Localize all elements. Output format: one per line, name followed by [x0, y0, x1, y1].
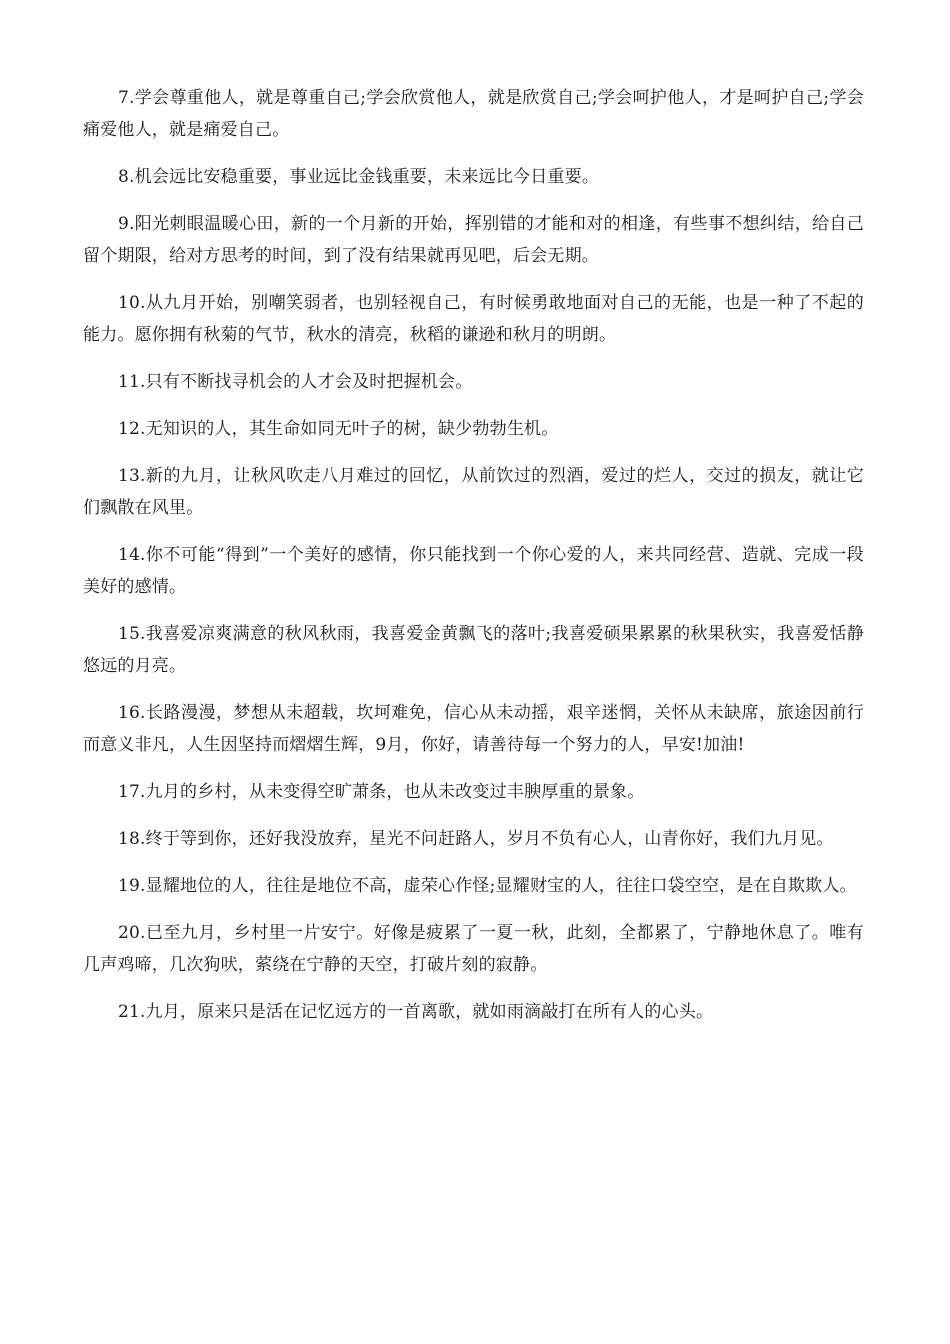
- paragraph-17: 17.九月的乡村，从未变得空旷萧条，也从未改变过丰腴厚重的景象。: [118, 782, 645, 802]
- paragraph-13: 13.新的九月，让秋风吹走八月难过的回忆，从前饮过的烈酒，爱过的烂人，交过的损友，就让它们飘散在风里。: [83, 466, 864, 518]
- paragraph-12: 12.无知识的人，其生命如同无叶子的树，缺少勃勃生机。: [118, 419, 559, 439]
- paragraph-21: 21.九月，原来只是活在记忆远方的一首离歌，就如雨滴敲打在所有人的心头。: [118, 1002, 714, 1022]
- paragraph-8: 8.机会远比安稳重要，事业远比金钱重要，未来远比今日重要。: [118, 167, 600, 187]
- paragraph-10: 10.从九月开始，别嘲笑弱者，也别轻视自己，有时候勇敢地面对自己的无能，也是一种了不起的能力。愿你拥有秋菊的气节，秋水的清亮，秋稻的谦逊和秋月的明朗。: [83, 293, 864, 345]
- paragraph-14: 14.你不可能“得到”一个美好的感情，你只能找到一个你心爱的人，来共同经营、造就、完成一段美好的感情。: [83, 545, 864, 597]
- paragraph-20: 20.已至九月，乡村里一片安宁。好像是疲累了一夏一秋，此刻，全都累了，宁静地休息了。唯有几声鸡啼，几次狗吠，萦绕在宁静的天空，打破片刻的寂静。: [83, 923, 864, 975]
- paragraph-19: 19.显耀地位的人，往往是地位不高，虚荣心作怪;显耀财宝的人，往往口袋空空，是在自欺欺人。: [118, 876, 857, 896]
- paragraph-18: 18.终于等到你，还好我没放弃，星光不问赶路人，岁月不负有心人，山青你好，我们九月见。: [118, 829, 834, 849]
- paragraph-7: 7.学会尊重他人，就是尊重自己;学会欣赏他人，就是欣赏自己;学会呵护他人，才是呵护自己;学会痛爱他人，就是痛爱自己。: [83, 88, 864, 140]
- paragraph-16: 16.长路漫漫，梦想从未超载，坎坷难免，信心从未动摇，艰辛迷惘，关怀从未缺席，旅途因前行而意义非凡，人生因坚持而熠熠生辉，9月，你好，请善待每一个努力的人，早安!加油!: [83, 703, 864, 755]
- paragraph-15: 15.我喜爱凉爽满意的秋风秋雨，我喜爱金黄飘飞的落叶;我喜爱硕果累累的秋果秋实，我喜爱恬静悠远的月亮。: [83, 624, 864, 676]
- paragraph-11: 11.只有不断找寻机会的人才会及时把握机会。: [118, 372, 473, 392]
- paragraph-9: 9.阳光刺眼温暖心田，新的一个月新的开始，挥别错的才能和对的相逢，有些事不想纠结，给自己留个期限，给对方思考的时间，到了没有结果就再见吧，后会无期。: [83, 214, 864, 266]
